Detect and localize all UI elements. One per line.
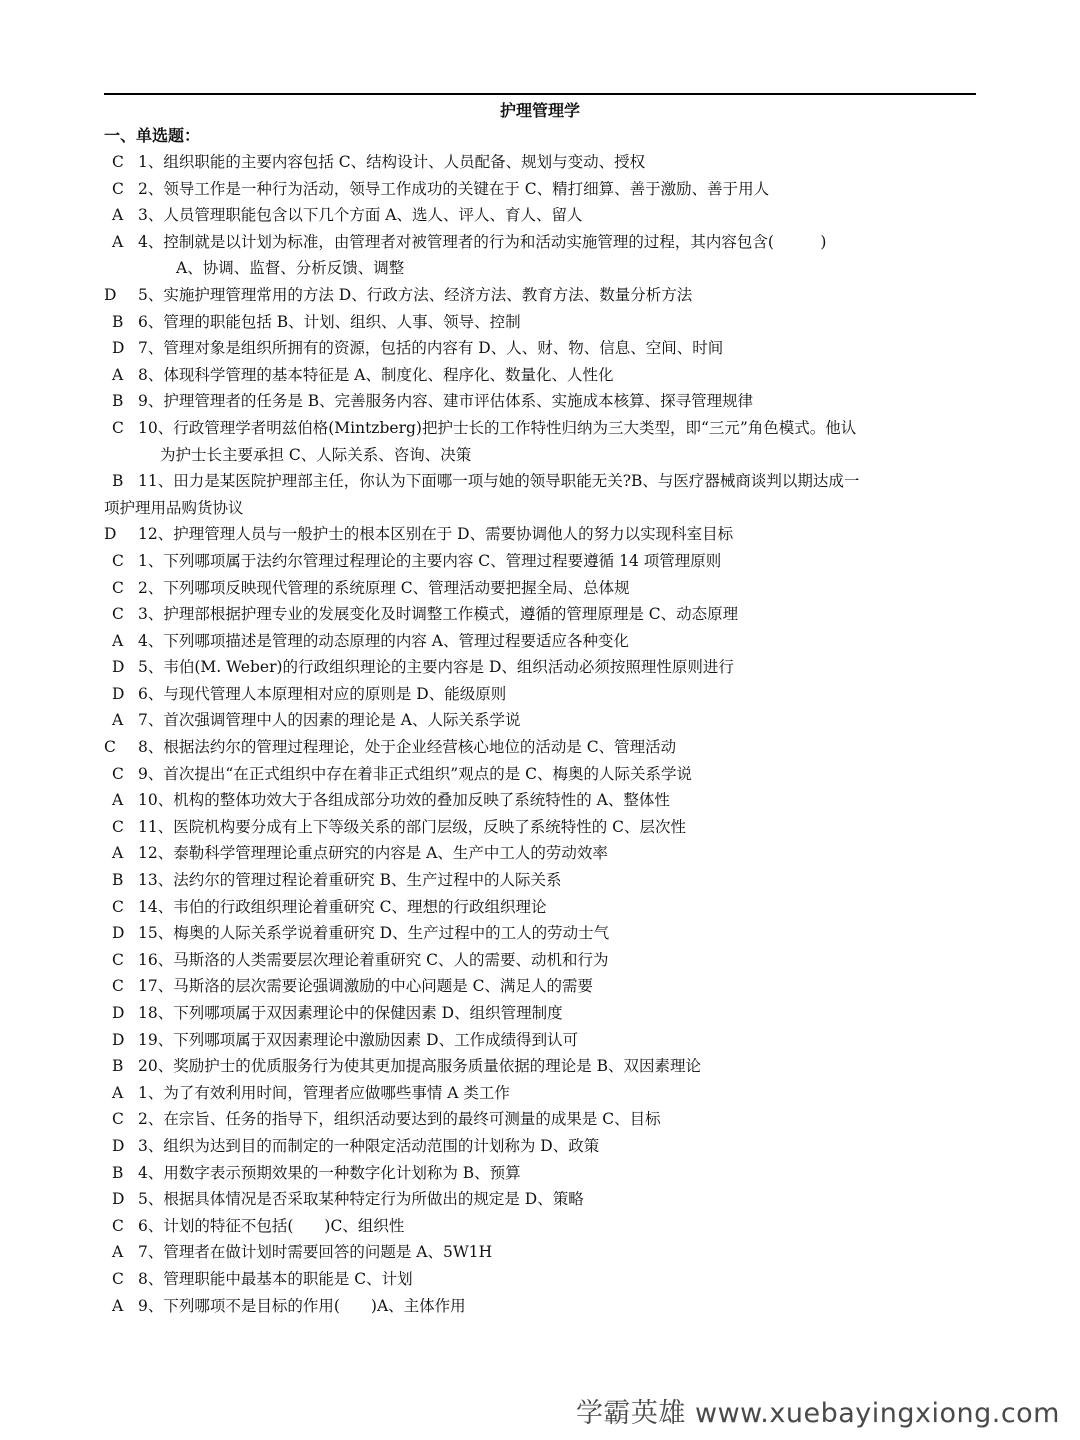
question-item	[104, 521, 980, 548]
answer-letter: A	[112, 206, 124, 225]
question-text: 5、根据具体情况是否采取某种特定行为所做出的规定是 D、策略	[138, 1190, 584, 1209]
question-item	[104, 309, 980, 336]
answer-letter: D	[104, 285, 117, 304]
question-item	[104, 1266, 980, 1293]
question-item	[104, 468, 980, 521]
question-text: 19、下列哪项属于双因素理论中激励因素 D、工作成绩得到认可	[138, 1030, 579, 1049]
answer-letter: A	[112, 844, 124, 863]
question-text: 8、体现科学管理的基本特征是 A、制度化、程序化、数量化、人性化	[138, 365, 614, 384]
question-text: 4、控制就是以计划为标准，由管理者对被管理者的行为和活动实施管理的过程，其内容包含( )	[138, 232, 827, 251]
question-text: 17、马斯洛的层次需要论强调激励的中心问题是 C、满足人的需要	[138, 977, 594, 996]
question-item	[104, 362, 980, 389]
question-text-continuation: A、协调、监督、分析反馈、调整	[176, 259, 405, 278]
question-item	[104, 761, 980, 788]
answer-letter: C	[112, 153, 124, 171]
question-text: 4、下列哪项描述是管理的动态原理的内容 A、管理过程要适应各种变化	[138, 631, 629, 650]
header-rule	[104, 93, 976, 95]
question-item	[104, 628, 980, 655]
answer-letter: B	[112, 1057, 124, 1076]
question-text: 12、泰勒科学管理理论重点研究的内容是 A、生产中工人的劳动效率	[138, 844, 608, 863]
question-text: 11、田力是某医院护理部主任，你认为下面哪一项与她的领导职能无关?B、与医疗器械商谈判以期达成一	[138, 472, 860, 491]
question-item	[104, 176, 980, 203]
question-item	[104, 654, 980, 681]
question-item	[104, 973, 980, 1000]
question-text: 2、领导工作是一种行为活动，领导工作成功的关键在于 C、精打细算、善于激励、善于用人	[138, 179, 770, 198]
question-item	[104, 1160, 980, 1187]
question-text: 8、根据法约尔的管理过程理论，处于企业经营核心地位的活动是 C、管理活动	[138, 738, 677, 757]
section-title: 一、单选题：	[104, 126, 201, 145]
question-item	[104, 1213, 980, 1240]
answer-letter: A	[112, 1296, 124, 1315]
answer-letter: D	[112, 1190, 125, 1209]
question-text: 1、下列哪项属于法约尔管理过程理论的主要内容 C、管理过程要遵循 14 项管理原则	[138, 551, 722, 570]
answer-letter: C	[112, 897, 124, 916]
answer-letter: A	[112, 711, 124, 730]
question-text: 12、护理管理人员与一般护士的根本区别在于 D、需要协调他人的努力以实现科室目标	[138, 525, 734, 544]
question-text: 9、护理管理者的任务是 B、完善服务内容、建市评估体系、实施成本核算、探寻管理规律	[138, 392, 754, 411]
question-text: 16、马斯洛的人类需要层次理论着重研究 C、人的需要、动机和行为	[138, 950, 609, 969]
answer-letter: A	[112, 1083, 124, 1102]
question-item	[104, 920, 980, 947]
question-text: 1、组织职能的主要内容包括 C、结构设计、人员配备、规划与变动、授权	[138, 153, 646, 171]
question-item	[104, 575, 980, 602]
answer-letter: C	[112, 1269, 124, 1288]
question-text-continuation: 项护理用品购货协议	[104, 498, 244, 517]
question-text: 20、奖励护士的优质服务行为使其更加提高服务质量依据的理论是 B、双因素理论	[138, 1057, 702, 1076]
answer-letter: C	[112, 764, 124, 783]
question-item	[104, 1027, 980, 1054]
question-text: 10、机构的整体功效大于各组成部分功效的叠加反映了系统特性的 A、整体性	[138, 791, 670, 810]
answer-letter: B	[112, 472, 124, 491]
answer-letter: A	[112, 631, 124, 650]
question-list	[104, 149, 980, 1319]
question-text: 14、韦伯的行政组织理论着重研究 C、理想的行政组织理论	[138, 897, 547, 916]
question-text: 11、医院机构要分成有上下等级关系的部门层级，反映了系统特性的 C、层次性	[138, 817, 687, 836]
answer-letter: C	[112, 1110, 124, 1129]
question-item	[104, 1133, 980, 1160]
question-item	[104, 894, 980, 921]
question-text: 6、与现代管理人本原理相对应的原则是 D、能级原则	[138, 684, 507, 703]
watermark: 学霸英雄 www.xuebayingxiong.com	[575, 1398, 1060, 1429]
question-text: 2、下列哪项反映现代管理的系统原理 C、管理活动要把握全局、总体规	[138, 578, 630, 597]
answer-letter: C	[112, 578, 124, 597]
question-item	[104, 415, 980, 468]
question-item	[104, 840, 980, 867]
question-item	[104, 149, 980, 176]
question-item	[104, 947, 980, 974]
answer-letter: C	[104, 738, 116, 757]
question-item	[104, 1293, 980, 1320]
answer-letter: C	[112, 418, 124, 437]
answer-letter: A	[112, 1243, 124, 1262]
question-text: 7、首次强调管理中人的因素的理论是 A、人际关系学说	[138, 711, 521, 730]
question-text: 5、韦伯(M. Weber)的行政组织理论的主要内容是 D、组织活动必须按照理性原则进行	[138, 658, 734, 677]
question-item	[104, 335, 980, 362]
answer-letter: C	[112, 179, 124, 198]
answer-letter: C	[112, 977, 124, 996]
answer-letter: B	[112, 871, 124, 890]
question-item	[104, 1106, 980, 1133]
question-item	[104, 1000, 980, 1027]
answer-letter: D	[112, 339, 125, 358]
question-item	[104, 548, 980, 575]
question-text: 9、下列哪项不是目标的作用( )A、主体作用	[138, 1296, 466, 1315]
question-item	[104, 867, 980, 894]
question-item	[104, 1053, 980, 1080]
question-text: 7、管理对象是组织所拥有的资源，包括的内容有 D、人、财、物、信息、空间、时间	[138, 339, 724, 358]
question-text: 6、管理的职能包括 B、计划、组织、人事、领导、控制	[138, 312, 521, 331]
answer-letter: A	[112, 791, 124, 810]
question-item	[104, 1186, 980, 1213]
answer-letter: D	[104, 525, 117, 544]
question-text: 7、管理者在做计划时需要回答的问题是 A、5W1H	[138, 1243, 493, 1262]
question-text: 1、为了有效利用时间，管理者应做哪些事情 A 类工作	[138, 1083, 510, 1102]
answer-letter: D	[112, 1030, 125, 1049]
question-text: 2、在宗旨、任务的指导下，组织活动要达到的最终可测量的成果是 C、目标	[138, 1110, 661, 1129]
question-text: 4、用数字表示预期效果的一种数字化计划称为 B、预算	[138, 1163, 521, 1182]
question-item	[104, 707, 980, 734]
question-item	[104, 814, 980, 841]
answer-letter: C	[112, 950, 124, 969]
question-item	[104, 202, 980, 229]
question-item	[104, 1080, 980, 1107]
question-item	[104, 734, 980, 761]
question-text: 3、护理部根据护理专业的发展变化及时调整工作模式，遵循的管理原理是 C、动态原理	[138, 605, 739, 624]
question-item	[104, 601, 980, 628]
question-text: 5、实施护理管理常用的方法 D、行政方法、经济方法、教育方法、数量分析方法	[138, 285, 693, 304]
answer-letter: C	[112, 551, 124, 570]
question-text: 3、组织为达到目的而制定的一种限定活动范围的计划称为 D、政策	[138, 1136, 600, 1155]
document-title: 护理管理学	[499, 101, 580, 120]
answer-letter: B	[112, 312, 124, 331]
answer-letter: D	[112, 1004, 125, 1022]
question-text: 8、管理职能中最基本的职能是 C、计划	[138, 1269, 413, 1288]
answer-letter: A	[112, 232, 124, 251]
answer-letter: C	[112, 1216, 124, 1235]
answer-letter: B	[112, 392, 124, 411]
answer-letter: D	[112, 684, 125, 703]
answer-letter: D	[112, 1136, 125, 1155]
question-text: 10、行政管理学者明兹伯格(Mintzberg)把护士长的工作特性归纳为三大类型，即“三元”角色模式。他认	[138, 418, 857, 437]
answer-letter: C	[112, 817, 124, 836]
answer-letter: B	[112, 1163, 124, 1182]
question-item	[104, 282, 980, 309]
question-item	[104, 229, 980, 282]
question-text-continuation: 为护士长主要承担 C、人际关系、咨询、决策	[160, 445, 472, 464]
answer-letter: A	[112, 365, 124, 384]
question-item	[104, 388, 980, 415]
question-text: 9、首次提出“在正式组织中存在着非正式组织”观点的是 C、梅奥的人际关系学说	[138, 764, 692, 783]
answer-letter: D	[112, 658, 125, 677]
question-text: 3、人员管理职能包含以下几个方面 A、选人、评人、育人、留人	[138, 206, 583, 225]
answer-letter: D	[112, 924, 125, 943]
question-text: 15、梅奥的人际关系学说着重研究 D、生产过程中的工人的劳动士气	[138, 924, 610, 943]
question-text: 18、下列哪项属于双因素理论中的保健因素 D、组织管理制度	[138, 1004, 563, 1022]
question-item	[104, 1239, 980, 1266]
question-text: 13、法约尔的管理过程论着重研究 B、生产过程中的人际关系	[138, 871, 562, 890]
question-item	[104, 787, 980, 814]
question-text: 6、计划的特征不包括( )C、组织性	[138, 1216, 405, 1235]
question-item	[104, 681, 980, 708]
answer-letter: C	[112, 605, 124, 624]
